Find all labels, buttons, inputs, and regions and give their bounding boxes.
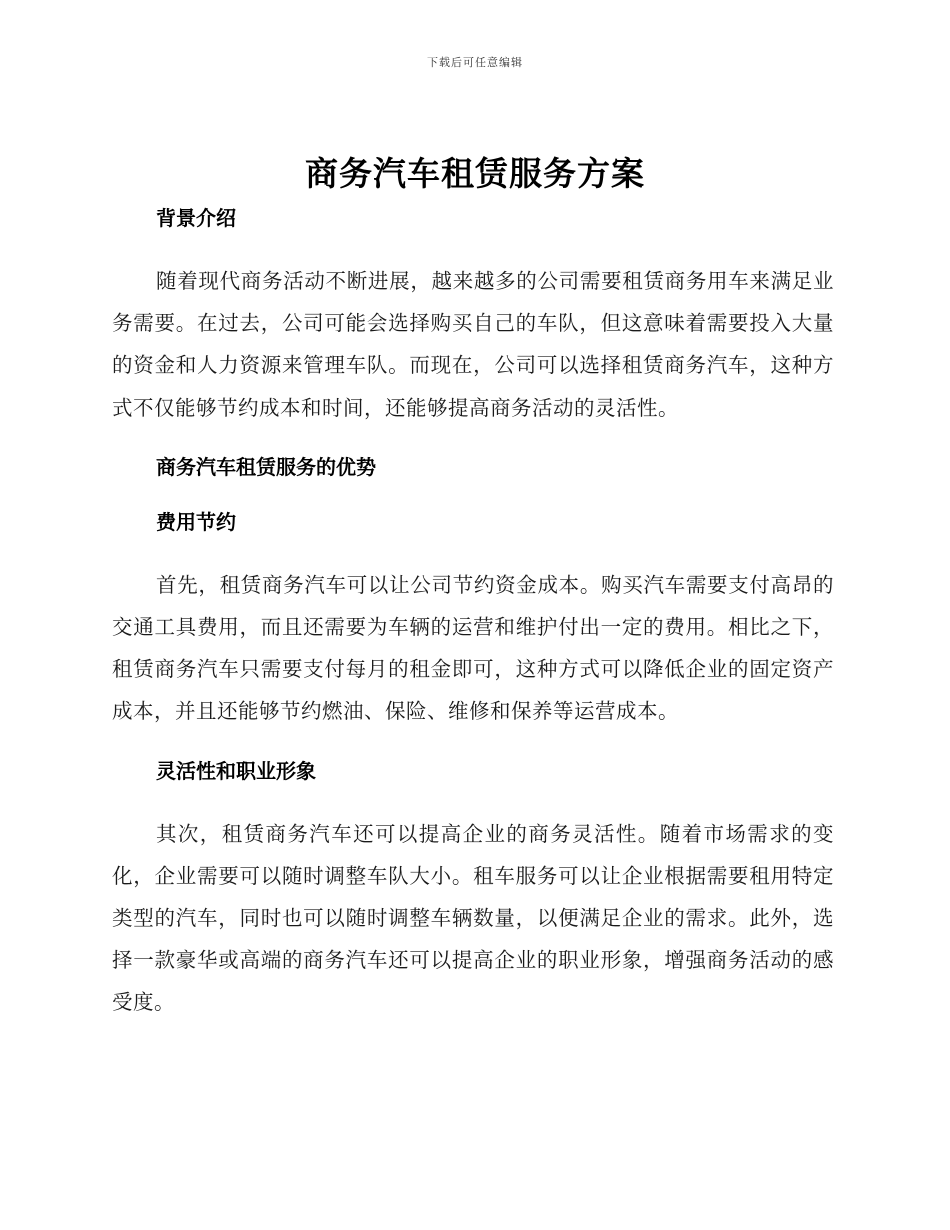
section-heading-cost-saving: 费用节约 xyxy=(156,509,236,534)
spacer xyxy=(112,483,834,506)
document-title: 商务汽车租赁服务方案 xyxy=(305,154,645,193)
section-heading-advantages: 商务汽车租赁服务的优势 xyxy=(156,454,376,479)
paragraph-flexibility: 其次，租赁商务汽车还可以提高企业的商务灵活性。随着市场需求的变化，企业需要可以随时调整车队大小。租车服务可以让企业根据需要租用特定类型的汽车，同时也可以随时调整车辆数量，以便满足企业的需求。此外，选择一款豪华或高端的商务汽车还可以提高企业的职业形象，增强商务活动的感受度。 xyxy=(112,821,834,1015)
spacer xyxy=(112,733,834,755)
spacer xyxy=(112,234,834,260)
section-heading-background: 背景介绍 xyxy=(156,206,236,230)
section-heading-flexibility: 灵活性和职业形象 xyxy=(156,758,316,783)
document-body xyxy=(112,202,834,1024)
spacer xyxy=(112,787,834,813)
spacer xyxy=(112,429,834,451)
paragraph-background: 随着现代商务活动不断进展，越来越多的公司需要租赁商务用车来满足业务需要。在过去，公司可能会选择购买自己的车队，但这意味着需要投入大量的资金和人力资源来管理车队。而现在，公司可以选择租赁商务汽车，这种方式不仅能够节约成本和时间，还能够提高商务活动的灵活性。 xyxy=(112,269,834,420)
spacer xyxy=(112,538,834,564)
header-note: 下载后可任意编辑 xyxy=(427,56,523,69)
paragraph-cost-saving: 首先，租赁商务汽车可以让公司节约资金成本。购买汽车需要支付高昂的交通工具费用，而且还需要为车辆的运营和维护付出一定的费用。相比之下，租赁商务汽车只需要支付每月的租金即可，这种方式可以降低企业的固定资产成本，并且还能够节约燃油、保险、维修和保养等运营成本。 xyxy=(112,572,834,724)
